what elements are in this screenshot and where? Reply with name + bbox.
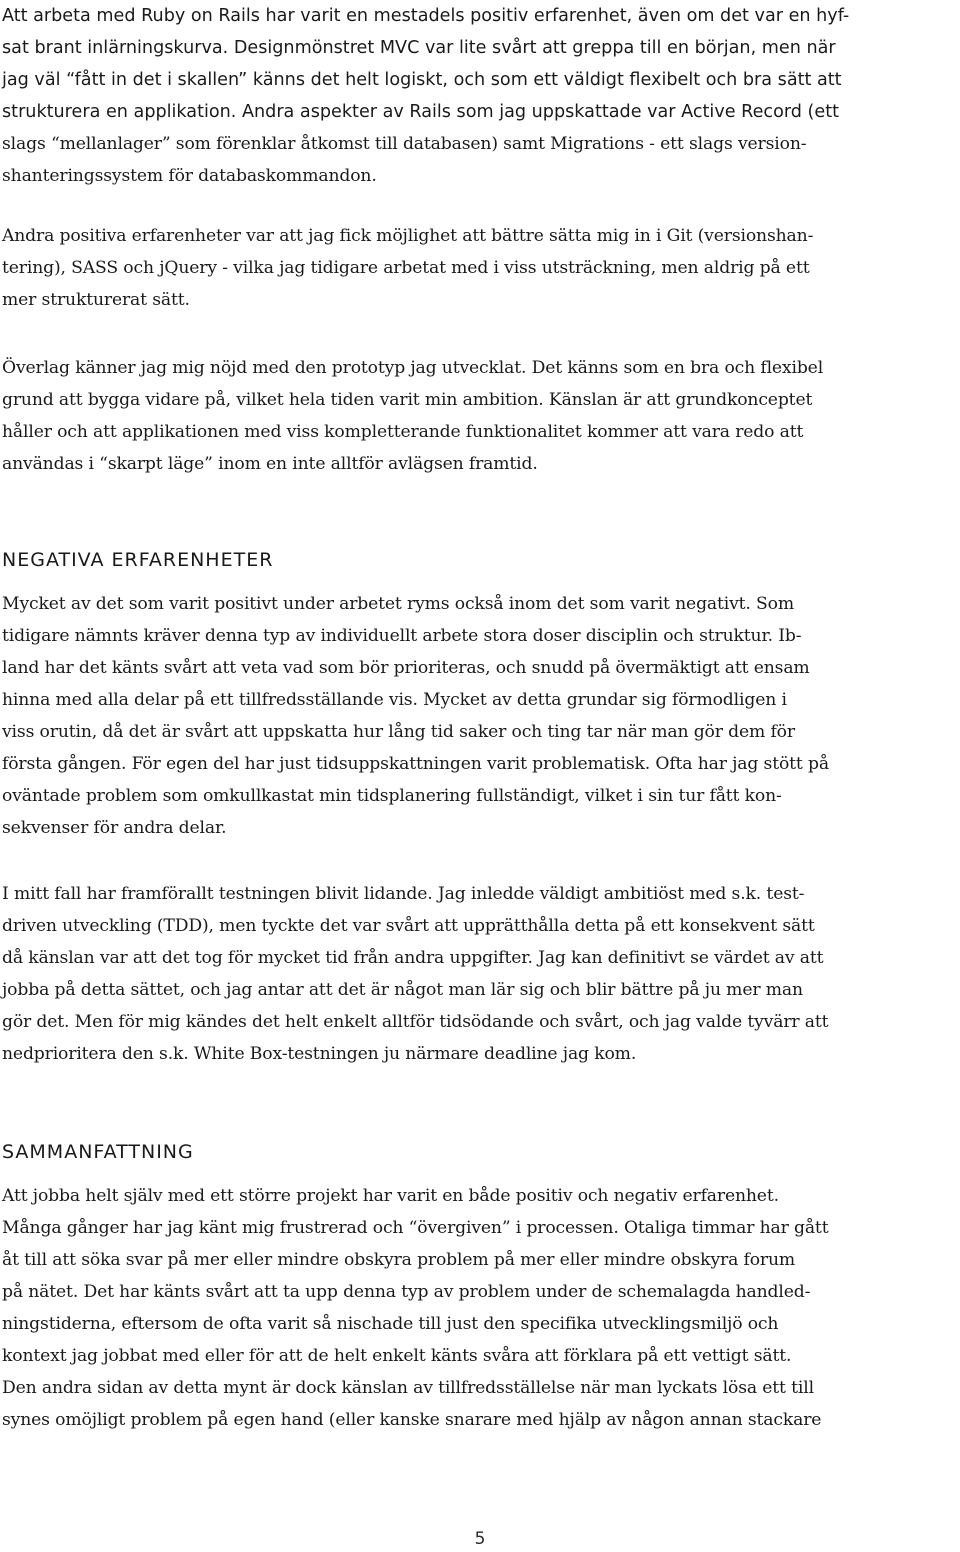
paragraph-line: shanteringssystem för databaskommandon.	[2, 166, 377, 186]
paragraph-line: Att arbeta med Ruby on Rails har varit en mestadels positiv erfarenhet, även om det var en hyf-	[2, 6, 850, 26]
section-heading-negative: NEGATIVA ERFARENHETER	[2, 549, 274, 571]
paragraph-line: oväntade problem som omkullkastat min tidsplanering fullständigt, vilket i sin tur fått kon-	[2, 786, 782, 806]
paragraph-line: åt till att söka svar på mer eller mindre obskyra problem på mer eller mindre obskyra forum	[2, 1250, 796, 1270]
paragraph-line: Överlag känner jag mig nöjd med den prototyp jag utvecklat. Det känns som en bra och flexibel	[2, 358, 824, 378]
paragraph-line: synes omöjligt problem på egen hand (eller kanske snarare med hjälp av någon annan stackare	[2, 1410, 822, 1430]
page-number: 5	[474, 1529, 486, 1549]
paragraph-line: då känslan var att det tog för mycket tid från andra uppgifter. Jag kan definitivt se värdet av att	[2, 948, 824, 968]
paragraph-line: sat brant inlärningskurva. Designmönstret MVC var lite svårt att greppa till en början, men när	[2, 38, 836, 58]
paragraph-line: land har det känts svårt att veta vad som bör prioriteras, och snudd på övermäktigt att ensam	[2, 658, 810, 678]
paragraph-line: strukturera en applikation. Andra aspekter av Rails som jag uppskattade var Active Record (ett	[2, 102, 840, 122]
intro-paragraph	[2, 0, 958, 192]
paragraph-line: mer strukturerat sätt.	[2, 290, 190, 310]
paragraph-line: Mycket av det som varit positivt under arbetet ryms också inom det som varit negativt. Som	[2, 594, 795, 614]
paragraph-line: gör det. Men för mig kändes det helt enkelt alltför tidsödande och svårt, och jag valde tyvärr att	[2, 1012, 829, 1032]
paragraph-line: jobba på detta sättet, och jag antar att det är något man lär sig och blir bättre på ju mer man	[2, 980, 803, 1000]
negative-experiences-paragraph	[2, 588, 958, 844]
paragraph-line: användas i “skarpt läge” inom en inte alltför avlägsen framtid.	[2, 454, 538, 474]
paragraph-line: på nätet. Det har känts svårt att ta upp denna typ av problem under de schemalagda handled-	[2, 1282, 811, 1302]
paragraph-line: grund att bygga vidare på, vilket hela tiden varit min ambition. Känslan är att grundkonceptet	[2, 390, 813, 410]
paragraph-line: hinna med alla delar på ett tillfredsställande vis. Mycket av detta grundar sig förmodligen i	[2, 690, 787, 710]
paragraph-line: Att jobba helt själv med ett större projekt har varit en både positiv och negativ erfarenhet.	[2, 1186, 779, 1206]
paragraph-line: ningstiderna, eftersom de ofta varit så nischade till just den specifika utvecklingsmiljö och	[2, 1314, 779, 1334]
paragraph-line: första gången. För egen del har just tidsuppskattningen varit problematisk. Ofta har jag stött på	[2, 754, 829, 774]
paragraph-line: slags “mellanlager” som förenklar åtkomst till databasen) samt Migrations - ett slags version-	[2, 134, 807, 154]
paragraph-line: I mitt fall har framförallt testningen blivit lidande. Jag inledde väldigt ambitiöst med s.k. test-	[2, 884, 805, 904]
paragraph-line: håller och att applikationen med viss kompletterande funktionalitet kommer att vara redo att	[2, 422, 804, 442]
paragraph-line: tering), SASS och jQuery - vilka jag tidigare arbetat med i viss utsträckning, men aldrig på ett	[2, 258, 810, 278]
section-heading-summary: SAMMANFATTNING	[2, 1141, 194, 1163]
paragraph-line: sekvenser för andra delar.	[2, 818, 227, 838]
paragraph-line: nedprioritera den s.k. White Box-testningen ju närmare deadline jag kom.	[2, 1044, 637, 1064]
summary-paragraph	[2, 1180, 958, 1436]
paragraph-line: driven utveckling (TDD), men tyckte det var svårt att upprätthålla detta på ett konsekvent sätt	[2, 916, 815, 936]
paragraph-line: jag väl “fått in det i skallen” känns det helt logiskt, och som ett väldigt flexibelt och bra sätt att	[2, 70, 842, 90]
paragraph-line: Andra positiva erfarenheter var att jag fick möjlighet att bättre sätta mig in i Git (versionshan-	[2, 226, 814, 246]
testing-paragraph	[2, 878, 958, 1070]
paragraph-line: kontext jag jobbat med eller för att de helt enkelt känts svåra att förklara på ett vettigt sätt.	[2, 1346, 792, 1366]
overall-paragraph	[2, 352, 958, 480]
positive-experiences-paragraph	[2, 220, 958, 316]
paragraph-line: Den andra sidan av detta mynt är dock känslan av tillfredsställelse när man lyckats lösa ett till	[2, 1378, 814, 1398]
paragraph-line: viss orutin, då det är svårt att uppskatta hur lång tid saker och ting tar när man gör dem för	[2, 722, 795, 742]
paragraph-line: tidigare nämnts kräver denna typ av individuellt arbete stora doser disciplin och struktur. Ib-	[2, 626, 802, 646]
paragraph-line: Många gånger har jag känt mig frustrerad och “övergiven” i processen. Otaliga timmar har gått	[2, 1218, 829, 1238]
